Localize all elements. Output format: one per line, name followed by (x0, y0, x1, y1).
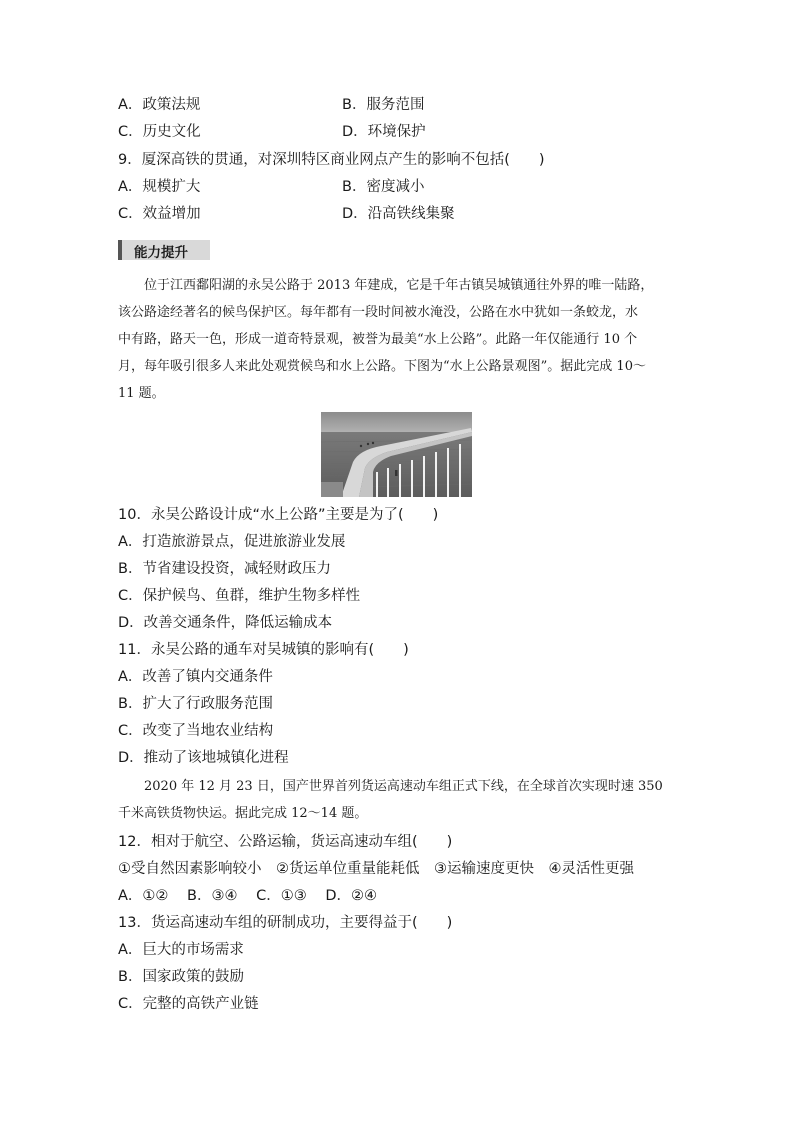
q11-option-c[interactable]: C．改变了当地农业结构 (118, 723, 274, 739)
passage-1-line-1: 位于江西鄱阳湖的永吴公路于 2013 年建成，它是千年古镇吴城镇通往外界的唯一陆路， (144, 278, 654, 293)
passage-2-line-1: 2020 年 12 月 23 日，国产世界首列货运高速动车组正式下线，在全球首次实现时速 350 (144, 779, 663, 794)
q8-option-d[interactable]: D．环境保护 (342, 124, 426, 140)
q13-stem: 13．货运高速动车组的研制成功，主要得益于( ) (118, 915, 453, 931)
q12-items: ①受自然因素影响较小 ②货运单位重量能耗低 ③运输速度更快 ④灵活性更强 (118, 861, 634, 877)
q9-stem: 9．厦深高铁的贯通，对深圳特区商业网点产生的影响不包括( ) (118, 152, 545, 168)
q10-option-d[interactable]: D．改善交通条件，降低运输成本 (118, 615, 333, 631)
q12-option-d[interactable]: D．②④ (325, 888, 377, 904)
q9-options-row-1 (118, 177, 425, 197)
q8-options-row-2 (118, 122, 426, 142)
water-road-photo (321, 412, 472, 497)
water-road-illustration (321, 412, 472, 497)
q9-option-d[interactable]: D．沿高铁线集聚 (342, 206, 455, 222)
q10-option-b[interactable]: B．节省建设投资，减轻财政压力 (118, 561, 331, 577)
q8-option-a[interactable]: A．政策法规 (118, 97, 201, 113)
section-header (118, 240, 210, 260)
q8-option-b[interactable]: B．服务范围 (342, 97, 425, 113)
q9-option-c[interactable]: C．效益增加 (118, 206, 201, 222)
passage-1-line-5: 11 题。 (118, 386, 165, 401)
q11-option-b[interactable]: B．扩大了行政服务范围 (118, 696, 273, 712)
passage-1-line-3: 中有路，路天一色，形成一道奇特景观，被誉为最美“水上公路”。此路一年仅能通行 10 个 (118, 332, 638, 347)
q12-stem: 12．相对于航空、公路运输，货运高速动车组( ) (118, 834, 453, 850)
q9-option-b[interactable]: B．密度减小 (342, 179, 425, 195)
q8-options-row-1 (118, 95, 425, 115)
q13-option-a[interactable]: A．巨大的市场需求 (118, 942, 244, 958)
section-title: 能力提升 (134, 245, 188, 261)
q10-option-c[interactable]: C．保护候鸟、鱼群，维护生物多样性 (118, 588, 361, 604)
q9-option-a[interactable]: A．规模扩大 (118, 179, 201, 195)
passage-1-line-2: 该公路途经著名的候鸟保护区。每年都有一段时间被水淹没，公路在水中犹如一条蛟龙，水 (118, 305, 639, 320)
q10-option-a[interactable]: A．打造旅游景点，促进旅游业发展 (118, 534, 346, 550)
q12-option-a[interactable]: A．①② (118, 888, 169, 904)
q13-option-b[interactable]: B．国家政策的鼓励 (118, 969, 244, 985)
q13-option-c[interactable]: C．完整的高铁产业链 (118, 996, 259, 1012)
passage-1-line-4: 月，每年吸引很多人来此处观赏候鸟和水上公路。下图为“水上公路景观图”。据此完成 10～ (118, 359, 646, 374)
passage-2-line-2: 千米高铁货物快运。据此完成 12～14 题。 (118, 806, 368, 821)
passage-2 (118, 773, 680, 827)
q9-options-row-2 (118, 204, 455, 224)
q12-option-c[interactable]: C．①③ (256, 888, 307, 904)
q12-option-b[interactable]: B．③④ (187, 888, 238, 904)
q12-options (118, 886, 391, 906)
q8-option-c[interactable]: C．历史文化 (118, 124, 201, 140)
passage-1 (118, 272, 680, 407)
q11-option-a[interactable]: A．改善了镇内交通条件 (118, 669, 273, 685)
q11-option-d[interactable]: D．推动了该地城镇化进程 (118, 750, 289, 766)
q10-stem: 10．永吴公路设计成“水上公路”主要是为了( ) (118, 507, 439, 523)
q11-stem: 11．永吴公路的通车对吴城镇的影响有( ) (118, 642, 409, 658)
